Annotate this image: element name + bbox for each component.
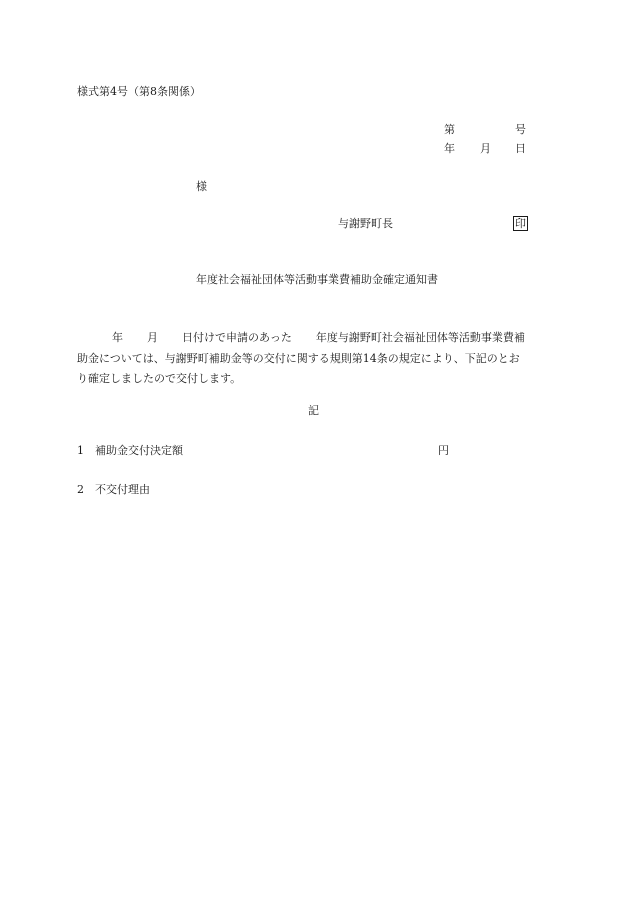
item-1-unit: 円 <box>438 444 449 457</box>
body-paragraph <box>77 328 553 390</box>
item-2-num: 2 <box>77 483 84 496</box>
date-year: 年 <box>444 142 455 155</box>
date-month: 月 <box>480 142 491 155</box>
item-1-label: 補助金交付決定額 <box>95 444 183 457</box>
body-text-b: 年度与謝野町社会福祉団体等活動事業費補 <box>315 331 525 344</box>
body-year: 年 <box>112 331 123 344</box>
body-line-3: り確定しましたので交付します。 <box>77 372 242 385</box>
body-text-a: 日付けで申請のあった <box>182 331 292 344</box>
doc-number-suffix: 号 <box>515 123 526 136</box>
form-label: 様式第4号（第8条関係） <box>77 85 201 98</box>
body-line-1 <box>77 328 553 349</box>
addressee-suffix: 様 <box>196 180 207 193</box>
ki-heading: 記 <box>308 404 319 417</box>
seal-char: 印 <box>515 217 526 230</box>
doc-number-prefix: 第 <box>444 123 455 136</box>
item-1-num: 1 <box>77 444 84 457</box>
issuer-name: 与謝野町長 <box>338 217 393 230</box>
date-day: 日 <box>515 142 526 155</box>
document-title: 年度社会福祉団体等活動事業費補助金確定通知書 <box>196 273 438 286</box>
body-month: 月 <box>147 331 158 344</box>
seal-stamp <box>513 216 528 231</box>
item-2-label: 不交付理由 <box>95 483 150 496</box>
body-line-2: 助金については、与謝野町補助金等の交付に関する規則第14条の規定により、下記のとお <box>77 351 520 365</box>
